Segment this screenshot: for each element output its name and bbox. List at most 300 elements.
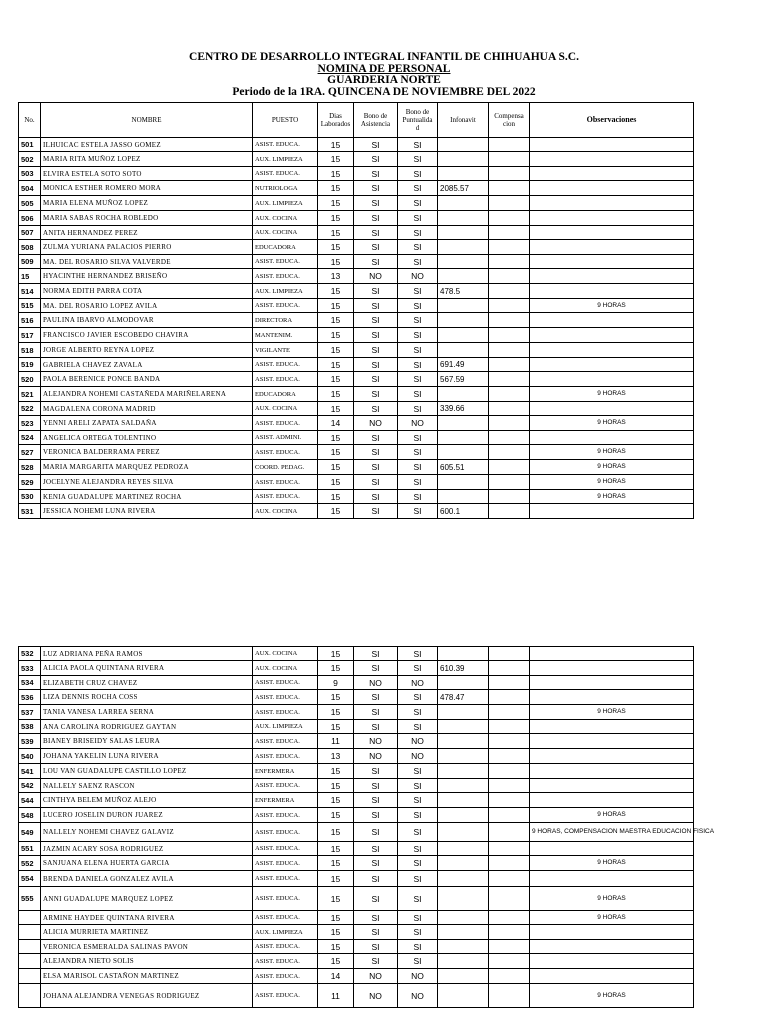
cell-puntualidad: SI [398, 911, 438, 925]
col-header-observaciones: Observaciones [530, 103, 694, 138]
cell-compensacion [489, 255, 530, 269]
cell-infonavit [438, 749, 489, 764]
cell-asistencia: SI [354, 925, 398, 940]
col-header-dias: Dias Laborados [318, 103, 354, 138]
cell-observaciones [530, 196, 694, 211]
cell-dias: 15 [318, 779, 354, 793]
cell-nombre: TANIA VANESA LARREA SERNA [41, 705, 253, 720]
cell-no: 506 [19, 211, 41, 226]
cell-asistencia: NO [354, 269, 398, 284]
cell-no: 503 [19, 167, 41, 181]
cell-puntualidad: SI [398, 661, 438, 676]
cell-no [19, 911, 41, 925]
cell-nombre: LIZA DENNIS ROCHA COSS [41, 690, 253, 705]
cell-compensacion [489, 984, 530, 1008]
cell-asistencia: SI [354, 402, 398, 416]
cell-observaciones: 9 HORAS [530, 856, 694, 871]
cell-asistencia: SI [354, 196, 398, 211]
cell-puesto: ASIST. EDUCA. [253, 299, 318, 313]
cell-nombre: ALICIA MURRIETA MARTINEZ [41, 925, 253, 940]
cell-infonavit [438, 343, 489, 358]
table-row [19, 240, 694, 255]
cell-asistencia: SI [354, 887, 398, 911]
cell-asistencia: SI [354, 152, 398, 167]
cell-dias: 15 [318, 328, 354, 343]
col-header-compensacion: Compensa cion [489, 103, 530, 138]
cell-asistencia: SI [354, 299, 398, 313]
cell-infonavit: 2085.57 [438, 181, 489, 196]
cell-infonavit [438, 240, 489, 255]
cell-asistencia: SI [354, 343, 398, 358]
table-header-row [19, 103, 694, 138]
col-header-infonavit: Infonavit [438, 103, 489, 138]
cell-puntualidad: SI [398, 167, 438, 181]
cell-infonavit [438, 925, 489, 940]
cell-dias: 15 [318, 793, 354, 808]
cell-dias: 15 [318, 490, 354, 504]
cell-nombre: ELIZABETH CRUZ CHAVEZ [41, 676, 253, 690]
cell-infonavit [438, 793, 489, 808]
payroll-table-1 [18, 102, 694, 519]
cell-observaciones [530, 358, 694, 372]
cell-puesto: ASIST. EDUCA. [253, 167, 318, 181]
cell-observaciones [530, 779, 694, 793]
cell-infonavit [438, 676, 489, 690]
col-header-asistencia: Bono de Asistencia [354, 103, 398, 138]
cell-compensacion [489, 313, 530, 328]
cell-dias: 15 [318, 372, 354, 387]
cell-infonavit [438, 416, 489, 431]
cell-dias: 15 [318, 871, 354, 887]
cell-infonavit [438, 954, 489, 969]
cell-no [19, 969, 41, 984]
cell-no [19, 940, 41, 954]
cell-infonavit [438, 152, 489, 167]
cell-observaciones: 9 HORAS [530, 475, 694, 490]
cell-nombre: HYACINTHE HERNANDEZ BRISEÑO [41, 269, 253, 284]
cell-dias: 15 [318, 504, 354, 519]
cell-infonavit [438, 984, 489, 1008]
cell-puntualidad: NO [398, 416, 438, 431]
cell-puesto: AUX. COCINA [253, 402, 318, 416]
cell-infonavit: 478.5 [438, 284, 489, 299]
cell-nombre: NORMA EDITH PARRA COTA [41, 284, 253, 299]
cell-dias: 15 [318, 255, 354, 269]
cell-dias: 13 [318, 749, 354, 764]
cell-puntualidad: SI [398, 196, 438, 211]
table-row [19, 734, 694, 749]
cell-asistencia: SI [354, 911, 398, 925]
cell-dias: 11 [318, 734, 354, 749]
cell-compensacion [489, 299, 530, 313]
table-row [19, 871, 694, 887]
cell-infonavit [438, 842, 489, 856]
table-row [19, 196, 694, 211]
cell-infonavit [438, 940, 489, 954]
cell-no: 522 [19, 402, 41, 416]
cell-compensacion [489, 387, 530, 402]
cell-infonavit: 339.66 [438, 402, 489, 416]
cell-infonavit [438, 764, 489, 779]
cell-nombre: JORGE ALBERTO REYNA LOPEZ [41, 343, 253, 358]
cell-nombre: MARIA MARGARITA MARQUEZ PEDROZA [41, 460, 253, 475]
cell-observaciones [530, 240, 694, 255]
cell-puntualidad: SI [398, 887, 438, 911]
cell-puntualidad: NO [398, 969, 438, 984]
cell-no: 527 [19, 445, 41, 460]
table-row [19, 856, 694, 871]
cell-observaciones [530, 269, 694, 284]
cell-asistencia: SI [354, 372, 398, 387]
cell-puntualidad: SI [398, 460, 438, 475]
cell-observaciones [530, 313, 694, 328]
cell-nombre: ELSA MARISOL CASTAÑON MARTINEZ [41, 969, 253, 984]
cell-puntualidad: SI [398, 284, 438, 299]
cell-puesto: NUTRIOLOGA [253, 181, 318, 196]
cell-puntualidad: SI [398, 226, 438, 240]
cell-nombre: KENIA GUADALUPE MARTINEZ ROCHA [41, 490, 253, 504]
table-row [19, 138, 694, 152]
cell-observaciones [530, 842, 694, 856]
cell-puesto: ENFERMERA [253, 764, 318, 779]
cell-nombre: NALLELY NOHEMI CHAVEZ GALAVIZ [41, 823, 253, 842]
cell-nombre: ELVIRA ESTELA SOTO SOTO [41, 167, 253, 181]
cell-dias: 15 [318, 705, 354, 720]
cell-dias: 15 [318, 823, 354, 842]
cell-puesto: ASIST. ADMINI. [253, 431, 318, 445]
cell-infonavit: 691.49 [438, 358, 489, 372]
table-row [19, 887, 694, 911]
cell-compensacion [489, 196, 530, 211]
payroll-table-2 [18, 646, 715, 1008]
cell-compensacion [489, 690, 530, 705]
cell-puesto: ASIST. EDUCA. [253, 984, 318, 1008]
cell-infonavit [438, 969, 489, 984]
cell-dias: 15 [318, 358, 354, 372]
cell-infonavit [438, 167, 489, 181]
cell-puntualidad: NO [398, 269, 438, 284]
cell-puesto: EDUCADORA [253, 387, 318, 402]
cell-infonavit [438, 299, 489, 313]
cell-nombre: MARIA RITA MUÑOZ LOPEZ [41, 152, 253, 167]
cell-infonavit: 478.47 [438, 690, 489, 705]
cell-asistencia: NO [354, 984, 398, 1008]
cell-observaciones [530, 661, 694, 676]
cell-compensacion [489, 328, 530, 343]
cell-puntualidad: SI [398, 475, 438, 490]
cell-puesto: AUX. COCINA [253, 661, 318, 676]
cell-dias: 9 [318, 676, 354, 690]
cell-compensacion [489, 343, 530, 358]
cell-nombre: ARMINE HAYDEE QUINTANA RIVERA [41, 911, 253, 925]
cell-infonavit [438, 328, 489, 343]
cell-infonavit [438, 734, 489, 749]
cell-puntualidad: SI [398, 925, 438, 940]
cell-nombre: MARIA ELENA MUÑOZ LOPEZ [41, 196, 253, 211]
cell-puesto: VIGILANTE [253, 343, 318, 358]
cell-compensacion [489, 793, 530, 808]
cell-asistencia: NO [354, 969, 398, 984]
cell-puntualidad: SI [398, 313, 438, 328]
cell-compensacion [489, 402, 530, 416]
cell-nombre: JESSICA NOHEMI LUNA RIVERA [41, 504, 253, 519]
cell-puntualidad: SI [398, 445, 438, 460]
table-row [19, 808, 694, 823]
cell-infonavit: 610.39 [438, 661, 489, 676]
cell-dias: 14 [318, 969, 354, 984]
cell-dias: 15 [318, 475, 354, 490]
cell-puesto: ASIST. EDUCA. [253, 940, 318, 954]
cell-no: 540 [19, 749, 41, 764]
cell-asistencia: SI [354, 504, 398, 519]
cell-compensacion [489, 734, 530, 749]
cell-asistencia: SI [354, 284, 398, 299]
cell-observaciones [530, 372, 694, 387]
cell-asistencia: SI [354, 431, 398, 445]
payroll-title: NOMINA DE PERSONAL [317, 62, 451, 75]
cell-compensacion [489, 167, 530, 181]
cell-puesto: DIRECTORA [253, 313, 318, 328]
cell-nombre: ALEJANDRA NIETO SOLIS [41, 954, 253, 969]
cell-puesto: ASIST. EDUCA. [253, 856, 318, 871]
cell-puesto: AUX. LIMPIEZA [253, 284, 318, 299]
cell-observaciones [530, 720, 694, 734]
cell-no: 534 [19, 676, 41, 690]
col-header-puesto: PUESTO [253, 103, 318, 138]
cell-nombre: JOCELYNE ALEJANDRA REYES SILVA [41, 475, 253, 490]
table-row [19, 475, 694, 490]
table-row [19, 181, 694, 196]
cell-puntualidad: SI [398, 240, 438, 255]
cell-no: 516 [19, 313, 41, 328]
table-row [19, 387, 694, 402]
cell-infonavit [438, 313, 489, 328]
cell-dias: 15 [318, 808, 354, 823]
cell-infonavit [438, 269, 489, 284]
table-row [19, 167, 694, 181]
cell-asistencia: SI [354, 661, 398, 676]
cell-puntualidad: SI [398, 372, 438, 387]
cell-observaciones [530, 138, 694, 152]
cell-no: 531 [19, 504, 41, 519]
cell-observaciones [530, 504, 694, 519]
cell-asistencia: NO [354, 676, 398, 690]
cell-puntualidad: SI [398, 954, 438, 969]
cell-infonavit [438, 705, 489, 720]
cell-no: 533 [19, 661, 41, 676]
cell-asistencia: SI [354, 167, 398, 181]
cell-compensacion [489, 269, 530, 284]
cell-puesto: ASIST. EDUCA. [253, 823, 318, 842]
cell-puesto: AUX. LIMPIEZA [253, 152, 318, 167]
cell-no: 504 [19, 181, 41, 196]
cell-no: 555 [19, 887, 41, 911]
table-row [19, 445, 694, 460]
cell-puntualidad: SI [398, 387, 438, 402]
table-row [19, 954, 694, 969]
cell-no: 542 [19, 779, 41, 793]
cell-asistencia: SI [354, 954, 398, 969]
cell-infonavit [438, 779, 489, 793]
cell-infonavit [438, 823, 489, 842]
cell-puntualidad: SI [398, 720, 438, 734]
cell-puntualidad: SI [398, 138, 438, 152]
cell-observaciones [530, 431, 694, 445]
cell-puntualidad: SI [398, 431, 438, 445]
cell-nombre: FRANCISCO JAVIER ESCOBEDO CHAVIRA [41, 328, 253, 343]
cell-nombre: NALLELY SAENZ RASCON [41, 779, 253, 793]
cell-observaciones: 9 HORAS [530, 705, 694, 720]
cell-compensacion [489, 705, 530, 720]
table-row [19, 313, 694, 328]
cell-infonavit [438, 255, 489, 269]
cell-dias: 15 [318, 647, 354, 661]
cell-compensacion [489, 856, 530, 871]
cell-nombre: ANGELICA ORTEGA TOLENTINO [41, 431, 253, 445]
document-header [0, 52, 768, 98]
cell-puntualidad: SI [398, 793, 438, 808]
cell-puesto: ASIST. EDUCA. [253, 842, 318, 856]
cell-puesto: ASIST. EDUCA. [253, 749, 318, 764]
cell-nombre: SANJUANA ELENA HUERTA GARCIA [41, 856, 253, 871]
cell-nombre: MA. DEL ROSARIO LOPEZ AVILA [41, 299, 253, 313]
cell-no: 528 [19, 460, 41, 475]
cell-observaciones: 9 HORAS, COMPENSACION MAESTRA EDUCACION FISICA [530, 823, 694, 842]
cell-compensacion [489, 152, 530, 167]
cell-no: 515 [19, 299, 41, 313]
cell-dias: 14 [318, 416, 354, 431]
cell-infonavit [438, 226, 489, 240]
cell-puesto: AUX. COCINA [253, 211, 318, 226]
cell-compensacion [489, 887, 530, 911]
cell-compensacion [489, 871, 530, 887]
cell-no: 549 [19, 823, 41, 842]
cell-no: 521 [19, 387, 41, 402]
cell-asistencia: SI [354, 328, 398, 343]
table-row [19, 925, 694, 940]
cell-dias: 15 [318, 211, 354, 226]
cell-observaciones: 9 HORAS [530, 416, 694, 431]
table-row [19, 504, 694, 519]
cell-compensacion [489, 445, 530, 460]
cell-observaciones: 9 HORAS [530, 984, 694, 1008]
cell-nombre: LOU VAN GUADALUPE CASTILLO LOPEZ [41, 764, 253, 779]
cell-no: 524 [19, 431, 41, 445]
table-row [19, 705, 694, 720]
cell-compensacion [489, 226, 530, 240]
cell-puntualidad: SI [398, 490, 438, 504]
cell-asistencia: SI [354, 823, 398, 842]
cell-dias: 15 [318, 343, 354, 358]
cell-infonavit [438, 387, 489, 402]
cell-nombre: ALEJANDRA NOHEMI CASTAÑEDA MARIÑELARENA [41, 387, 253, 402]
cell-asistencia: SI [354, 490, 398, 504]
cell-no: 523 [19, 416, 41, 431]
cell-no: 529 [19, 475, 41, 490]
cell-asistencia: SI [354, 387, 398, 402]
table-row [19, 823, 694, 842]
cell-infonavit [438, 445, 489, 460]
cell-no: 15 [19, 269, 41, 284]
cell-puntualidad: SI [398, 647, 438, 661]
cell-asistencia: NO [354, 734, 398, 749]
cell-puntualidad: SI [398, 181, 438, 196]
cell-puesto: ENFERMERA [253, 793, 318, 808]
col-header-nombre: NOMBRE [41, 103, 253, 138]
cell-compensacion [489, 475, 530, 490]
table-row [19, 842, 694, 856]
cell-asistencia: SI [354, 647, 398, 661]
cell-no [19, 954, 41, 969]
cell-asistencia: SI [354, 856, 398, 871]
cell-infonavit [438, 871, 489, 887]
table-row [19, 343, 694, 358]
table-row [19, 460, 694, 475]
cell-no: 530 [19, 490, 41, 504]
cell-dias: 15 [318, 460, 354, 475]
table-row [19, 720, 694, 734]
cell-nombre: MAGDALENA CORONA MADRID [41, 402, 253, 416]
cell-asistencia: SI [354, 720, 398, 734]
table-row [19, 255, 694, 269]
cell-puesto: ASIST. EDUCA. [253, 954, 318, 969]
table-row [19, 328, 694, 343]
cell-puesto: AUX. COCINA [253, 647, 318, 661]
cell-puntualidad: SI [398, 299, 438, 313]
cell-puntualidad: NO [398, 749, 438, 764]
cell-no: 505 [19, 196, 41, 211]
cell-puntualidad: SI [398, 871, 438, 887]
cell-dias: 15 [318, 387, 354, 402]
cell-observaciones [530, 211, 694, 226]
cell-nombre: ZULMA YURIANA PALACIOS PIERRO [41, 240, 253, 255]
cell-asistencia: SI [354, 181, 398, 196]
table-row [19, 793, 694, 808]
cell-puesto: COORD. PEDAG. [253, 460, 318, 475]
cell-asistencia: SI [354, 211, 398, 226]
cell-compensacion [489, 416, 530, 431]
cell-puntualidad: SI [398, 842, 438, 856]
cell-asistencia: SI [354, 475, 398, 490]
cell-puesto: ASIST. EDUCA. [253, 372, 318, 387]
col-header-puntualidad: Bono de Puntualida d [398, 103, 438, 138]
cell-dias: 15 [318, 842, 354, 856]
cell-nombre: ILHUICAC ESTELA JASSO GOMEZ [41, 138, 253, 152]
cell-observaciones: 9 HORAS [530, 387, 694, 402]
cell-asistencia: SI [354, 793, 398, 808]
cell-observaciones [530, 226, 694, 240]
cell-puesto: AUX. COCINA [253, 504, 318, 519]
cell-no: 501 [19, 138, 41, 152]
cell-asistencia: SI [354, 705, 398, 720]
cell-dias: 15 [318, 954, 354, 969]
cell-dias: 15 [318, 925, 354, 940]
cell-nombre: ANITA HERNANDEZ PEREZ [41, 226, 253, 240]
table-row [19, 911, 694, 925]
cell-compensacion [489, 969, 530, 984]
cell-infonavit [438, 138, 489, 152]
cell-puesto: ASIST. EDUCA. [253, 779, 318, 793]
cell-compensacion [489, 661, 530, 676]
cell-compensacion [489, 504, 530, 519]
cell-compensacion [489, 647, 530, 661]
cell-infonavit [438, 808, 489, 823]
cell-puesto: ASIST. EDUCA. [253, 269, 318, 284]
cell-no: 519 [19, 358, 41, 372]
cell-observaciones [530, 764, 694, 779]
cell-nombre: VERONICA ESMERALDA SALINAS PAVON [41, 940, 253, 954]
cell-observaciones [530, 647, 694, 661]
